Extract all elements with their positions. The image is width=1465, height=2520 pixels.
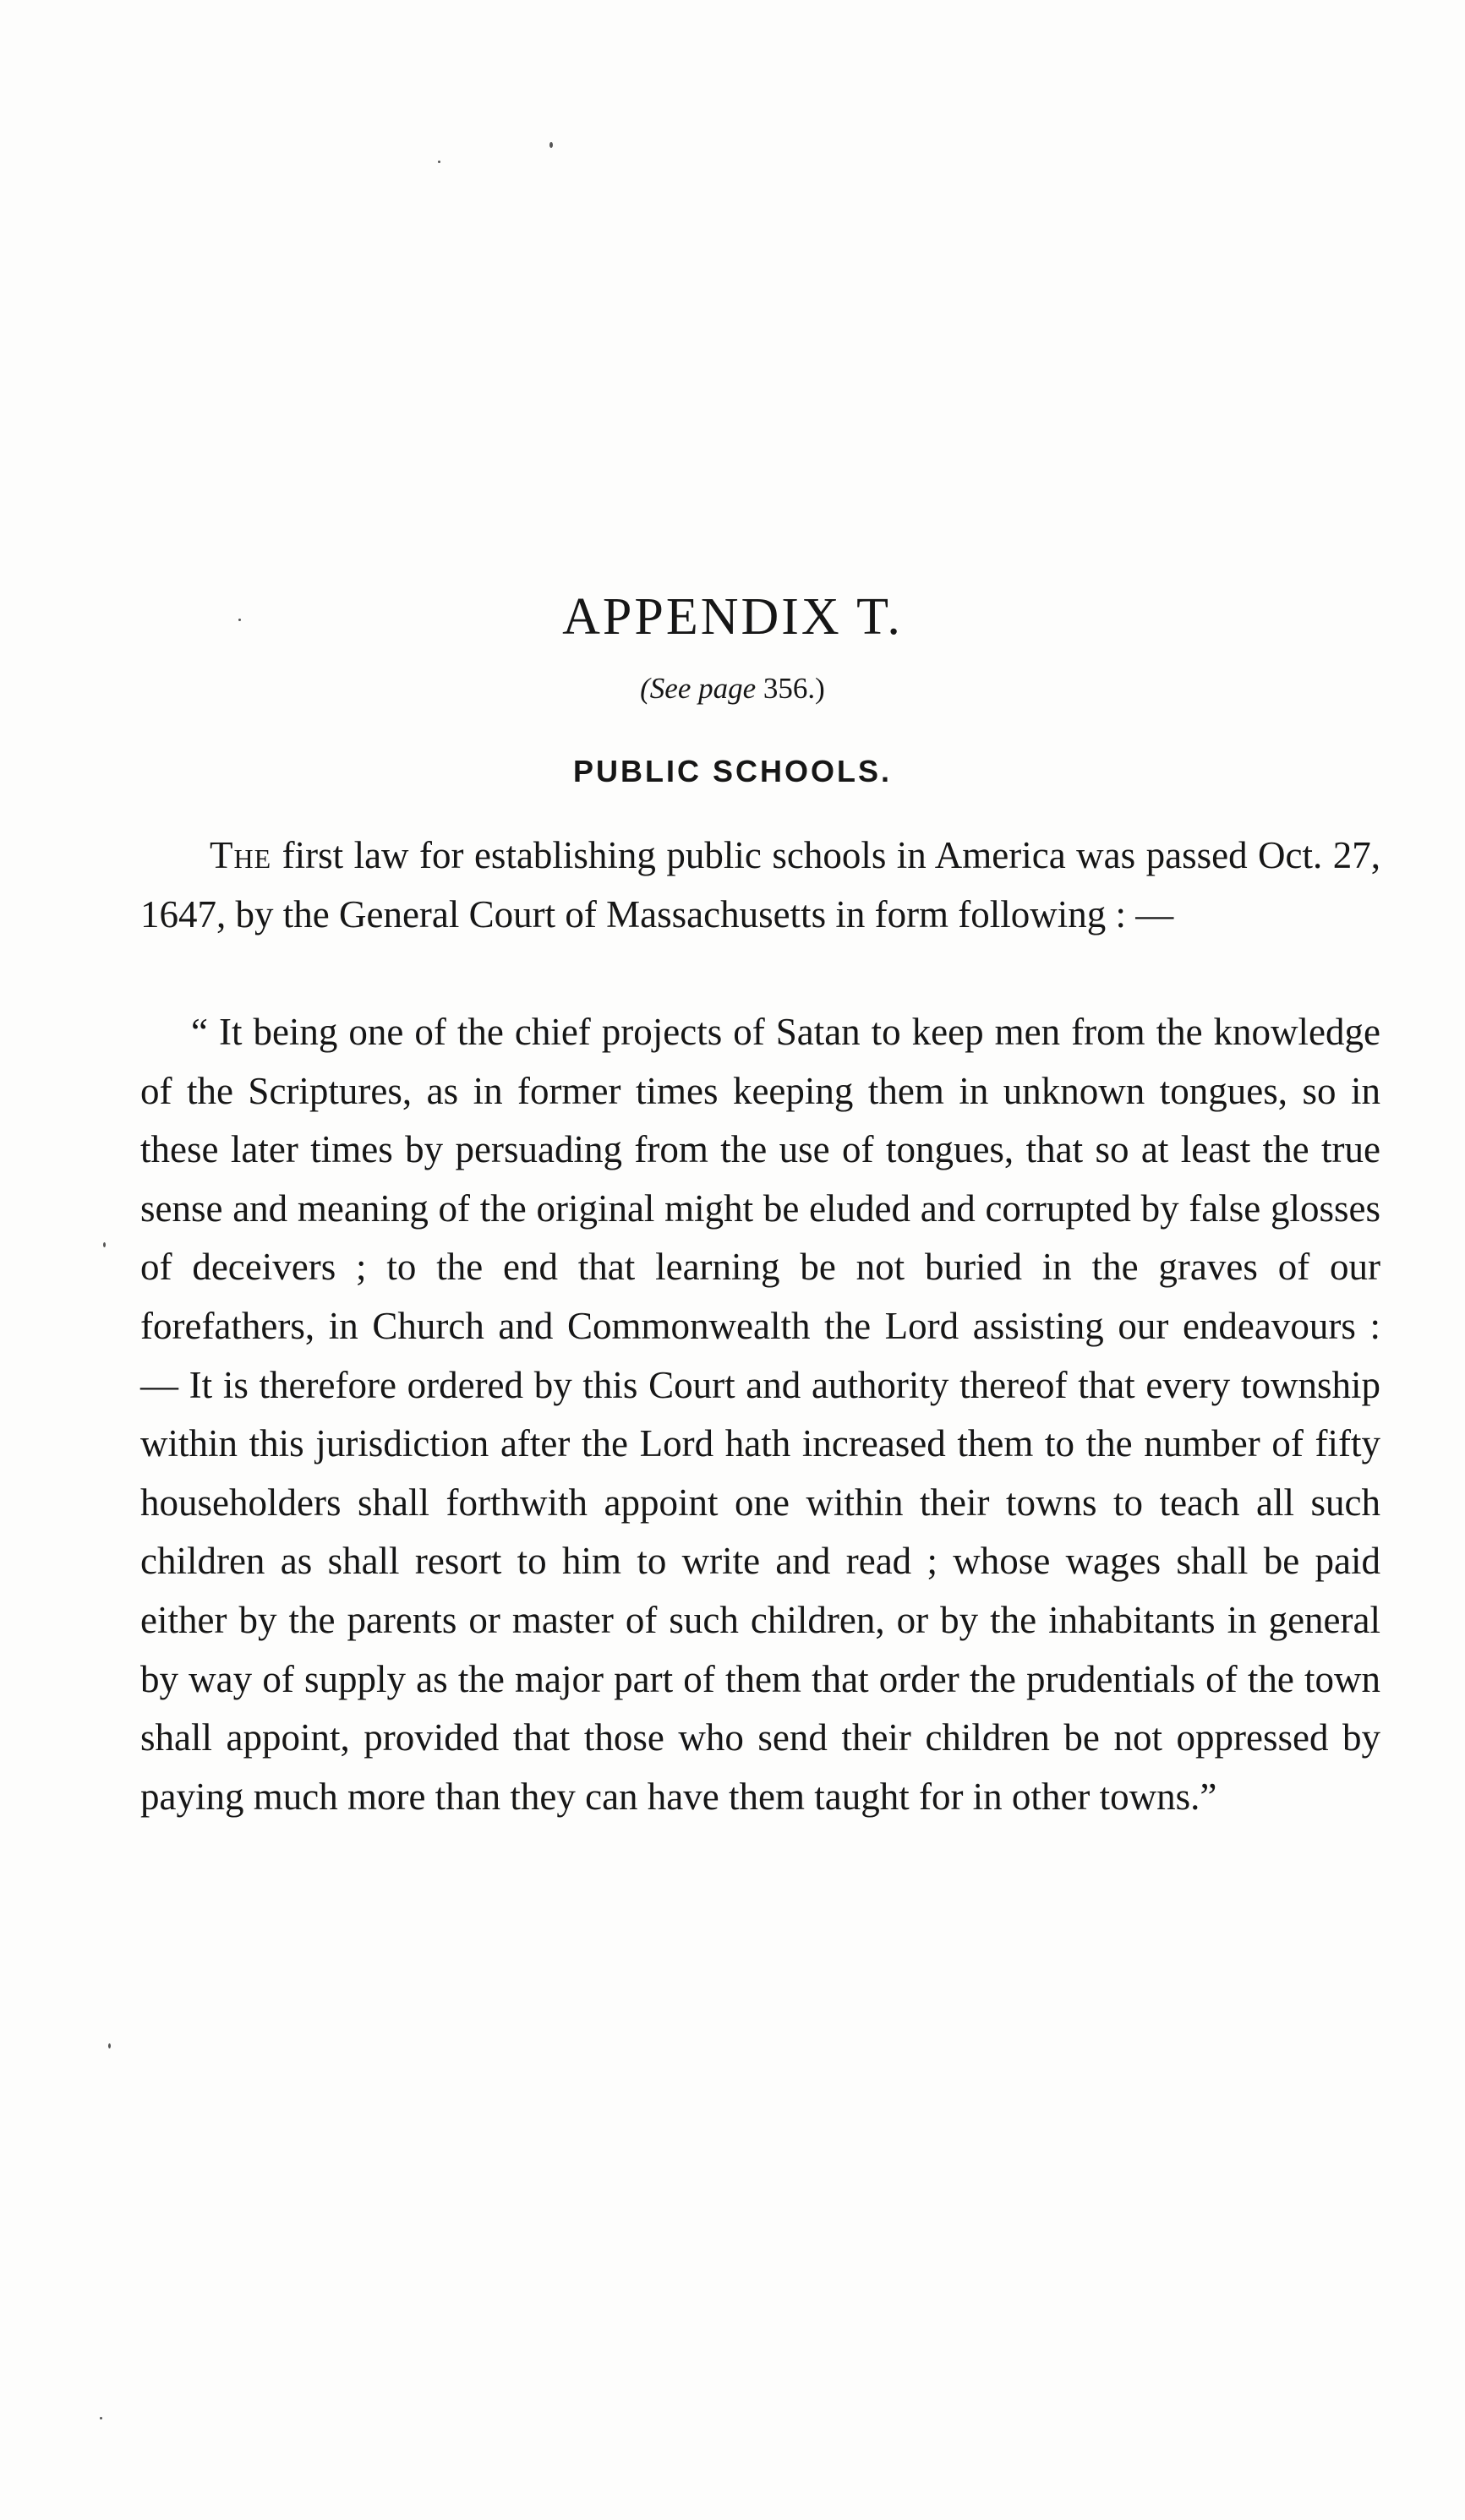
page-reference [0,668,1465,710]
paper-speck [549,142,553,148]
page-reference-prefix: (See page [640,672,757,705]
quoted-law-paragraph: “ It being one of the chief projects of Satan to keep men from the knowledge of the Scriptures, as in former times keeping them in unknown tongues, so in these later times by persuading from the use of tongues, that so at least the true sense and meaning of the original might be eluded and corrupted by false glosses of deceivers ; to the end that learning be not buried in the graves of our forefathers, in Church and Commonwealth the Lord assisting our endeavours : — It is therefore ordered by this Court and authority thereof that every township within this jurisdiction after the Lord hath increased them to the number of fifty householders shall forthwith appoint one within their towns to teach all such children as shall resort to him to write and read ; whose wages shall be paid either by the parents or master of such children, or by the inhabitants in general by way of supply as the major part of them that order the prudentials of the town shall appoint, provided that those who send their children be not oppressed by paying much more than they can have them taught for in other towns.” [140,1011,1380,1818]
page-reference-number: 356.) [763,672,825,705]
appendix-title: APPENDIX T. [562,588,903,646]
section-title: PUBLIC SCHOOLS. [572,754,892,788]
paper-speck [100,2417,102,2419]
intro-lead-word: The [210,834,272,876]
paper-speck [438,161,440,163]
paper-speck [108,2043,111,2048]
intro-paragraph [140,826,1380,944]
paper-speck [103,1242,106,1247]
intro-text: first law for establishing public schools in America was passed Oct. 27, 1647, by the General Court of Massachusetts in form following : — [140,834,1380,935]
